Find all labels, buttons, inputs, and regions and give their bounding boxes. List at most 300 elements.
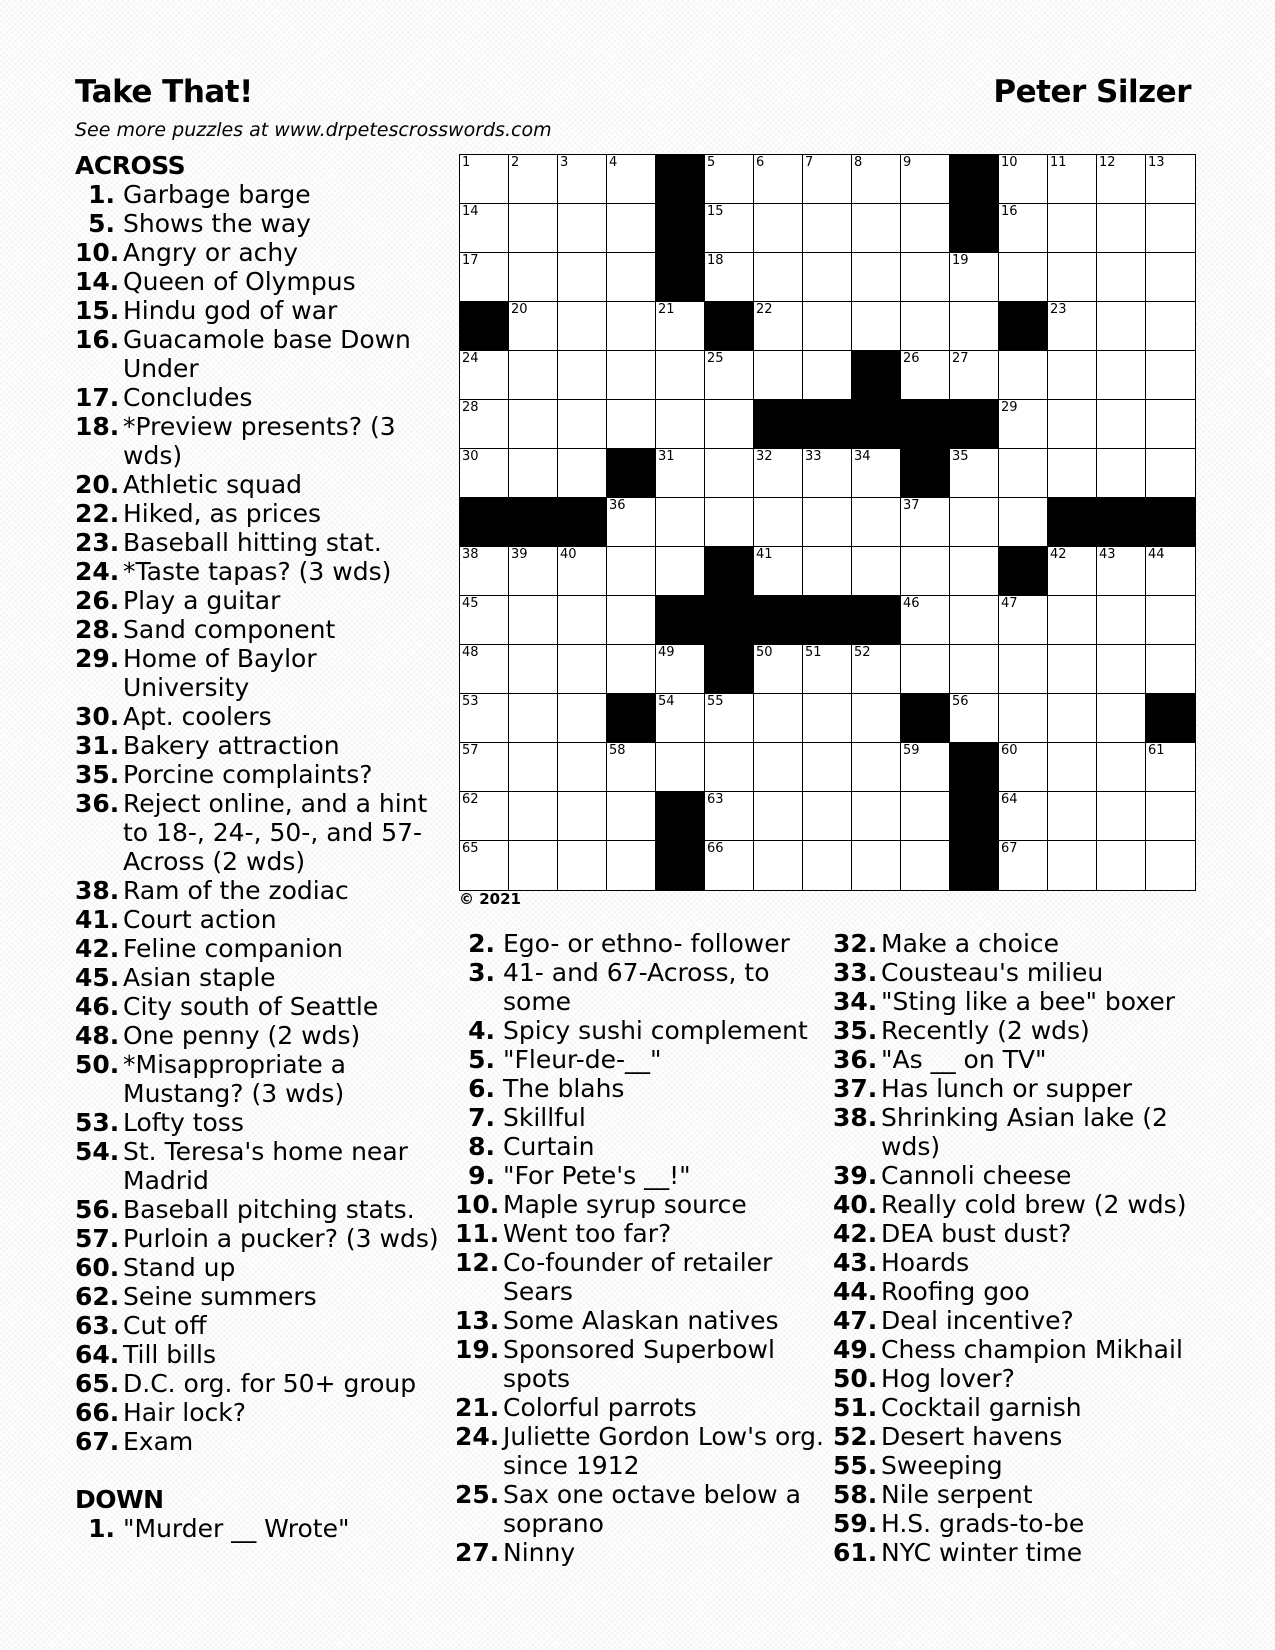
clue-number: 66. — [75, 1398, 120, 1427]
clue-item — [75, 267, 440, 296]
clue-number: 47. — [833, 1306, 878, 1335]
grid-cell[interactable] — [705, 155, 754, 204]
cell-number: 60 — [1001, 743, 1018, 758]
grid-cell[interactable] — [999, 253, 1048, 302]
clue-item — [75, 1253, 440, 1282]
grid-cell[interactable] — [852, 498, 901, 547]
clue-text: Asian staple — [123, 963, 276, 992]
grid-cell[interactable] — [1146, 449, 1195, 498]
grid-cell[interactable] — [607, 498, 656, 547]
cell-number: 28 — [462, 400, 479, 415]
black-square — [1146, 694, 1195, 743]
grid-cell[interactable] — [803, 841, 852, 890]
clue-item — [833, 1364, 1203, 1393]
grid-cell[interactable] — [1146, 204, 1195, 253]
grid-cell[interactable] — [607, 253, 656, 302]
clue-item — [75, 731, 440, 760]
grid-cell[interactable] — [509, 547, 558, 596]
black-square — [803, 596, 852, 645]
grid-cell[interactable] — [460, 253, 509, 302]
grid-cell[interactable] — [558, 743, 607, 792]
clue-item — [75, 470, 440, 499]
black-square — [656, 792, 705, 841]
grid-cell[interactable] — [607, 547, 656, 596]
cell-number: 8 — [854, 155, 863, 170]
clue-item — [833, 1480, 1203, 1509]
clue-item — [75, 296, 440, 325]
clue-text: Sand component — [123, 615, 336, 644]
grid-cell[interactable] — [999, 351, 1048, 400]
clue-text: "Sting like a bee" boxer — [881, 987, 1176, 1016]
grid-cell[interactable] — [950, 302, 999, 351]
clue-text: Co-founder of retailer Sears — [503, 1248, 773, 1306]
clue-number: 36. — [75, 789, 120, 818]
clue-text: Went too far? — [503, 1219, 672, 1248]
clue-number: 35. — [75, 760, 120, 789]
clue-item — [455, 1190, 825, 1219]
grid-cell[interactable] — [754, 302, 803, 351]
grid-cell[interactable] — [852, 547, 901, 596]
grid-cell[interactable] — [1146, 351, 1195, 400]
cell-number: 54 — [658, 694, 675, 709]
black-square — [950, 743, 999, 792]
grid-cell[interactable] — [607, 204, 656, 253]
clue-item — [833, 1219, 1203, 1248]
grid-cell[interactable] — [803, 351, 852, 400]
grid-cell[interactable] — [901, 155, 950, 204]
black-square — [705, 302, 754, 351]
clue-item — [833, 1248, 1203, 1277]
clue-number: 3. — [468, 958, 495, 987]
clue-number: 12. — [455, 1248, 500, 1277]
grid-cell[interactable] — [852, 792, 901, 841]
clue-text: Hiked, as prices — [123, 499, 322, 528]
grid-cell[interactable] — [1097, 792, 1146, 841]
grid-cell[interactable] — [1097, 547, 1146, 596]
grid-cell[interactable] — [901, 743, 950, 792]
black-square — [1146, 498, 1195, 547]
grid-cell[interactable] — [1146, 400, 1195, 449]
clue-item — [75, 644, 440, 702]
grid-cell[interactable] — [460, 351, 509, 400]
grid-cell[interactable] — [754, 155, 803, 204]
grid-cell[interactable] — [460, 547, 509, 596]
grid-cell[interactable] — [460, 449, 509, 498]
grid-cell[interactable] — [460, 400, 509, 449]
grid-cell[interactable] — [1097, 400, 1146, 449]
clue-item — [75, 760, 440, 789]
puzzle-title: Take That! — [75, 74, 253, 110]
grid-cell[interactable] — [999, 400, 1048, 449]
grid-cell[interactable] — [803, 547, 852, 596]
grid-cell[interactable] — [705, 498, 754, 547]
grid-cell[interactable] — [607, 841, 656, 890]
clue-item — [455, 958, 825, 1016]
grid-cell[interactable] — [999, 596, 1048, 645]
clue-number: 33. — [833, 958, 878, 987]
cell-number: 41 — [756, 547, 773, 562]
cell-number: 36 — [609, 498, 626, 513]
grid-cell[interactable] — [558, 204, 607, 253]
clue-item — [455, 1132, 825, 1161]
cell-number: 7 — [805, 155, 814, 170]
black-square — [999, 302, 1048, 351]
clue-number: 28. — [75, 615, 120, 644]
clue-number: 59. — [833, 1509, 878, 1538]
grid-cell[interactable] — [852, 841, 901, 890]
cell-number: 4 — [609, 155, 618, 170]
grid-cell[interactable] — [1146, 792, 1195, 841]
grid-cell[interactable] — [754, 792, 803, 841]
grid-cell[interactable] — [460, 645, 509, 694]
grid-cell[interactable] — [803, 155, 852, 204]
grid-cell[interactable] — [607, 792, 656, 841]
cell-number: 25 — [707, 351, 724, 366]
clue-text: Concludes — [123, 383, 253, 412]
clue-number: 15. — [75, 296, 120, 325]
grid-cell[interactable] — [803, 792, 852, 841]
grid-cell[interactable] — [754, 743, 803, 792]
grid-cell[interactable] — [656, 449, 705, 498]
grid-cell[interactable] — [1146, 743, 1195, 792]
grid-cell[interactable] — [705, 694, 754, 743]
clue-text: Ego- or ethno- follower — [503, 929, 790, 958]
grid-cell[interactable] — [558, 253, 607, 302]
grid-cell[interactable] — [1097, 841, 1146, 890]
clue-number: 5. — [88, 209, 115, 238]
clue-item — [75, 1282, 440, 1311]
clue-item — [455, 1335, 825, 1393]
grid-cell[interactable] — [803, 743, 852, 792]
grid-cell[interactable] — [705, 743, 754, 792]
clue-number: 24. — [455, 1422, 500, 1451]
grid-cell[interactable] — [901, 645, 950, 694]
grid-cell[interactable] — [558, 841, 607, 890]
grid-cell[interactable] — [1048, 204, 1097, 253]
clue-text: Baseball pitching stats. — [123, 1195, 415, 1224]
clue-item — [75, 1195, 440, 1224]
grid-cell[interactable] — [901, 596, 950, 645]
grid-cell[interactable] — [852, 743, 901, 792]
grid-cell[interactable] — [460, 841, 509, 890]
grid-cell[interactable] — [656, 400, 705, 449]
grid-cell[interactable] — [754, 253, 803, 302]
grid-cell[interactable] — [901, 498, 950, 547]
grid-cell[interactable] — [460, 694, 509, 743]
clue-item — [455, 1393, 825, 1422]
clue-item — [75, 1427, 440, 1456]
grid-cell[interactable] — [950, 645, 999, 694]
grid-cell[interactable] — [803, 204, 852, 253]
grid-cell[interactable] — [1048, 449, 1097, 498]
grid-cell[interactable] — [1048, 694, 1097, 743]
grid-cell[interactable] — [558, 792, 607, 841]
grid-cell[interactable] — [509, 204, 558, 253]
grid-cell[interactable] — [1146, 645, 1195, 694]
grid-cell[interactable] — [1146, 302, 1195, 351]
grid-cell[interactable] — [509, 694, 558, 743]
grid-cell[interactable] — [1097, 743, 1146, 792]
clue-number: 56. — [75, 1195, 120, 1224]
clue-text: NYC winter time — [881, 1538, 1083, 1567]
clue-text: Hindu god of war — [123, 296, 338, 325]
grid-cell[interactable] — [558, 351, 607, 400]
clue-number: 35. — [833, 1016, 878, 1045]
grid-cell[interactable] — [901, 792, 950, 841]
grid-cell[interactable] — [509, 302, 558, 351]
cell-number: 32 — [756, 449, 773, 464]
grid-cell[interactable] — [1097, 449, 1146, 498]
grid-cell[interactable] — [607, 400, 656, 449]
clue-number: 16. — [75, 325, 120, 354]
grid-cell[interactable] — [852, 253, 901, 302]
grid-cell[interactable] — [656, 645, 705, 694]
grid-cell[interactable] — [460, 155, 509, 204]
grid-cell[interactable] — [705, 449, 754, 498]
grid-cell[interactable] — [901, 547, 950, 596]
grid-cell[interactable] — [509, 645, 558, 694]
grid-cell[interactable] — [607, 155, 656, 204]
clue-number: 40. — [833, 1190, 878, 1219]
grid-cell[interactable] — [852, 694, 901, 743]
grid-cell[interactable] — [509, 400, 558, 449]
grid-cell[interactable] — [803, 694, 852, 743]
clue-item — [833, 1335, 1203, 1364]
grid-cell[interactable] — [901, 302, 950, 351]
grid-cell[interactable] — [509, 743, 558, 792]
black-square — [852, 596, 901, 645]
grid-cell[interactable] — [754, 694, 803, 743]
clue-item — [75, 1398, 440, 1427]
grid-cell[interactable] — [656, 351, 705, 400]
grid-cell[interactable] — [950, 449, 999, 498]
grid-cell[interactable] — [509, 596, 558, 645]
clue-item — [833, 1074, 1203, 1103]
grid-cell[interactable] — [754, 351, 803, 400]
down-clue-list-3 — [833, 929, 1203, 1567]
grid-cell[interactable] — [803, 449, 852, 498]
grid-cell[interactable] — [1048, 841, 1097, 890]
grid-cell[interactable] — [509, 792, 558, 841]
grid-cell[interactable] — [460, 743, 509, 792]
clue-number: 60. — [75, 1253, 120, 1282]
cell-number: 15 — [707, 204, 724, 219]
grid-cell[interactable] — [852, 645, 901, 694]
grid-cell[interactable] — [1146, 547, 1195, 596]
grid-cell[interactable] — [999, 792, 1048, 841]
grid-cell[interactable] — [460, 596, 509, 645]
cell-number: 51 — [805, 645, 822, 660]
grid-cell[interactable] — [852, 302, 901, 351]
grid-cell[interactable] — [705, 841, 754, 890]
grid-cell[interactable] — [509, 351, 558, 400]
grid-cell[interactable] — [1097, 596, 1146, 645]
grid-cell[interactable] — [1097, 204, 1146, 253]
clue-item — [455, 1248, 825, 1306]
cell-number: 66 — [707, 841, 724, 856]
clue-number: 39. — [833, 1161, 878, 1190]
grid-cell[interactable] — [1048, 792, 1097, 841]
grid-cell[interactable] — [950, 694, 999, 743]
clue-text: *Preview presents? (3 wds) — [123, 412, 396, 470]
grid-cell[interactable] — [999, 449, 1048, 498]
grid-cell[interactable] — [1048, 253, 1097, 302]
grid-cell[interactable] — [656, 498, 705, 547]
grid-cell[interactable] — [950, 596, 999, 645]
grid-cell[interactable] — [607, 351, 656, 400]
grid-cell[interactable] — [558, 155, 607, 204]
clue-item — [75, 238, 440, 267]
cell-number: 40 — [560, 547, 577, 562]
grid-cell[interactable] — [509, 449, 558, 498]
grid-cell[interactable] — [1097, 302, 1146, 351]
grid-cell[interactable] — [901, 351, 950, 400]
crossword-grid — [459, 154, 1196, 891]
clue-number: 5. — [468, 1045, 495, 1074]
grid-cell[interactable] — [607, 743, 656, 792]
grid-cell[interactable] — [656, 547, 705, 596]
grid-cell[interactable] — [558, 694, 607, 743]
grid-cell[interactable] — [1146, 596, 1195, 645]
clue-text: *Misappropriate a Mustang? (3 wds) — [123, 1050, 346, 1108]
grid-cell[interactable] — [558, 400, 607, 449]
clue-number: 58. — [833, 1480, 878, 1509]
grid-cell[interactable] — [656, 694, 705, 743]
grid-cell[interactable] — [1048, 302, 1097, 351]
black-square — [558, 498, 607, 547]
grid-cell[interactable] — [754, 841, 803, 890]
grid-cell[interactable] — [950, 498, 999, 547]
cell-number: 24 — [462, 351, 479, 366]
clue-text: Athletic squad — [123, 470, 303, 499]
grid-cell[interactable] — [705, 351, 754, 400]
grid-cell[interactable] — [1048, 596, 1097, 645]
grid-cell[interactable] — [999, 694, 1048, 743]
grid-cell[interactable] — [754, 547, 803, 596]
cell-number: 23 — [1050, 302, 1067, 317]
clue-text: H.S. grads-to-be — [881, 1509, 1085, 1538]
grid-cell[interactable] — [950, 351, 999, 400]
grid-cell[interactable] — [705, 253, 754, 302]
grid-cell[interactable] — [852, 204, 901, 253]
grid-cell[interactable] — [460, 204, 509, 253]
grid-cell[interactable] — [754, 498, 803, 547]
grid-cell[interactable] — [1097, 253, 1146, 302]
grid-cell[interactable] — [1048, 743, 1097, 792]
grid-cell[interactable] — [1097, 155, 1146, 204]
clue-item — [833, 1045, 1203, 1074]
grid-cell[interactable] — [803, 645, 852, 694]
grid-cell[interactable] — [901, 253, 950, 302]
grid-cell[interactable] — [1146, 155, 1195, 204]
clue-text: Queen of Olympus — [123, 267, 356, 296]
grid-cell[interactable] — [509, 841, 558, 890]
grid-cell[interactable] — [1048, 155, 1097, 204]
grid-cell[interactable] — [852, 449, 901, 498]
grid-cell[interactable] — [999, 498, 1048, 547]
clue-text: The blahs — [503, 1074, 625, 1103]
grid-cell[interactable] — [1097, 694, 1146, 743]
clue-number: 26. — [75, 586, 120, 615]
across-heading: ACROSS — [75, 151, 186, 180]
cell-number: 26 — [903, 351, 920, 366]
clue-number: 1. — [88, 180, 115, 209]
cell-number: 35 — [952, 449, 969, 464]
clue-item — [833, 1016, 1203, 1045]
grid-cell[interactable] — [460, 792, 509, 841]
clue-number: 8. — [468, 1132, 495, 1161]
grid-cell[interactable] — [705, 400, 754, 449]
clue-item — [455, 1306, 825, 1335]
grid-cell[interactable] — [852, 155, 901, 204]
clue-item — [75, 412, 440, 470]
grid-cell[interactable] — [999, 841, 1048, 890]
grid-cell[interactable] — [558, 596, 607, 645]
grid-cell[interactable] — [803, 253, 852, 302]
clue-text: One penny (2 wds) — [123, 1021, 361, 1050]
grid-cell[interactable] — [1146, 841, 1195, 890]
grid-cell[interactable] — [558, 645, 607, 694]
cell-number: 16 — [1001, 204, 1018, 219]
grid-cell[interactable] — [1048, 645, 1097, 694]
grid-cell[interactable] — [950, 547, 999, 596]
clue-item — [455, 1422, 825, 1480]
grid-cell[interactable] — [656, 302, 705, 351]
cell-number: 48 — [462, 645, 479, 660]
grid-cell[interactable] — [950, 253, 999, 302]
grid-cell[interactable] — [999, 645, 1048, 694]
grid-cell[interactable] — [705, 204, 754, 253]
grid-cell[interactable] — [1097, 351, 1146, 400]
grid-cell[interactable] — [509, 253, 558, 302]
grid-cell[interactable] — [999, 155, 1048, 204]
grid-cell[interactable] — [1048, 351, 1097, 400]
grid-cell[interactable] — [754, 449, 803, 498]
grid-cell[interactable] — [558, 547, 607, 596]
grid-cell[interactable] — [999, 204, 1048, 253]
clue-item — [455, 1103, 825, 1132]
grid-cell[interactable] — [1097, 645, 1146, 694]
clue-text: Make a choice — [881, 929, 1060, 958]
cell-number: 10 — [1001, 155, 1018, 170]
grid-cell[interactable] — [803, 498, 852, 547]
grid-cell[interactable] — [558, 449, 607, 498]
grid-cell[interactable] — [1048, 547, 1097, 596]
grid-cell[interactable] — [607, 302, 656, 351]
clue-text: Baseball hitting stat. — [123, 528, 382, 557]
grid-cell[interactable] — [1146, 253, 1195, 302]
cell-number: 44 — [1148, 547, 1165, 562]
grid-cell[interactable] — [803, 302, 852, 351]
grid-cell[interactable] — [1048, 400, 1097, 449]
grid-cell[interactable] — [509, 155, 558, 204]
grid-cell[interactable] — [999, 743, 1048, 792]
clue-text: Reject online, and a hint to 18-, 24-, 50-, and 57-Across (2 wds) — [123, 789, 428, 876]
clue-number: 38. — [833, 1103, 878, 1132]
clue-text: D.C. org. for 50+ group — [123, 1369, 417, 1398]
grid-cell[interactable] — [607, 596, 656, 645]
clue-item — [75, 1224, 440, 1253]
cell-number: 29 — [1001, 400, 1018, 415]
grid-cell[interactable] — [656, 743, 705, 792]
grid-cell[interactable] — [901, 841, 950, 890]
grid-cell[interactable] — [754, 645, 803, 694]
grid-cell[interactable] — [558, 302, 607, 351]
grid-cell[interactable] — [901, 204, 950, 253]
grid-cell[interactable] — [607, 645, 656, 694]
grid-cell[interactable] — [705, 792, 754, 841]
grid-cell[interactable] — [754, 204, 803, 253]
